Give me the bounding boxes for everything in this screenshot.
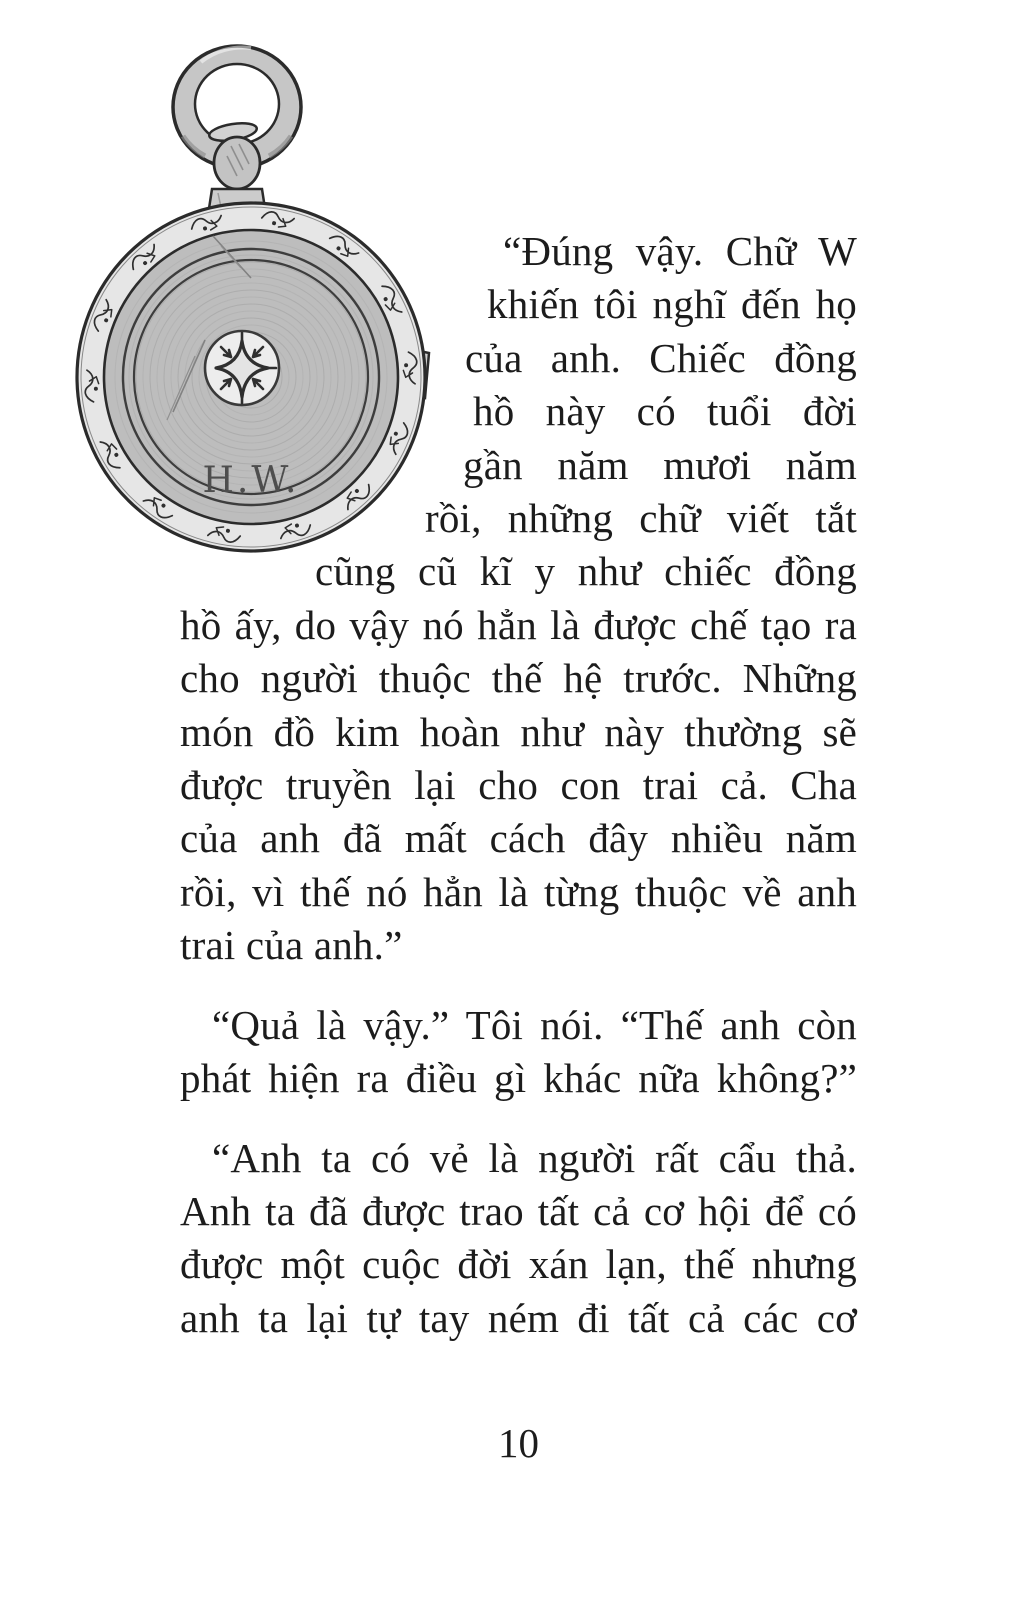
watch-engraving: H.W.: [202, 460, 300, 501]
text-line: trai của anh.”: [180, 922, 403, 969]
text-line: hồ này có tuổi đời: [473, 388, 857, 435]
page-number: 10: [498, 1420, 539, 1467]
text-line: được truyền lại cho con trai cả. Cha: [180, 762, 857, 809]
text-line: “Đúng vậy. Chữ W: [503, 228, 857, 274]
text-line: khiến tôi nghĩ đến họ: [487, 281, 857, 328]
text-line: của anh. Chiếc đồng: [465, 334, 857, 381]
text-line: “Anh ta có vẻ là người rất cẩu thả.: [212, 1134, 857, 1181]
paragraph: [180, 999, 857, 1106]
text-line: cho người thuộc thế hệ trước. Những: [180, 655, 857, 702]
paragraph: [180, 225, 857, 973]
text-line: rồi, những chữ viết tắt: [425, 495, 857, 542]
paragraph: [180, 1132, 857, 1346]
text-line: gần năm mươi năm: [463, 441, 857, 488]
text-line: được một cuộc đời xán lạn, thế nhưng: [180, 1241, 857, 1288]
text-line: của anh đã mất cách đây nhiều năm: [180, 815, 857, 862]
text-line: Anh ta đã được trao tất cả cơ hội để có: [180, 1187, 857, 1234]
text-line: anh ta lại tự tay ném đi tất cả các cơ: [180, 1294, 857, 1341]
text-line: món đồ kim hoàn như này thường sẽ: [180, 708, 857, 755]
text-line: phát hiện ra điều gì khác nữa không?”: [180, 1055, 857, 1102]
text-line: hồ ấy, do vậy nó hẳn là được chế tạo ra: [180, 601, 857, 648]
text-line: “Quả là vậy.” Tôi nói. “Thế anh còn: [212, 1001, 857, 1048]
text-line: cũng cũ kĩ y như chiếc đồng: [315, 548, 857, 595]
text-block: [180, 225, 857, 1470]
text-line: rồi, vì thế nó hẳn là từng thuộc về anh: [180, 868, 857, 915]
